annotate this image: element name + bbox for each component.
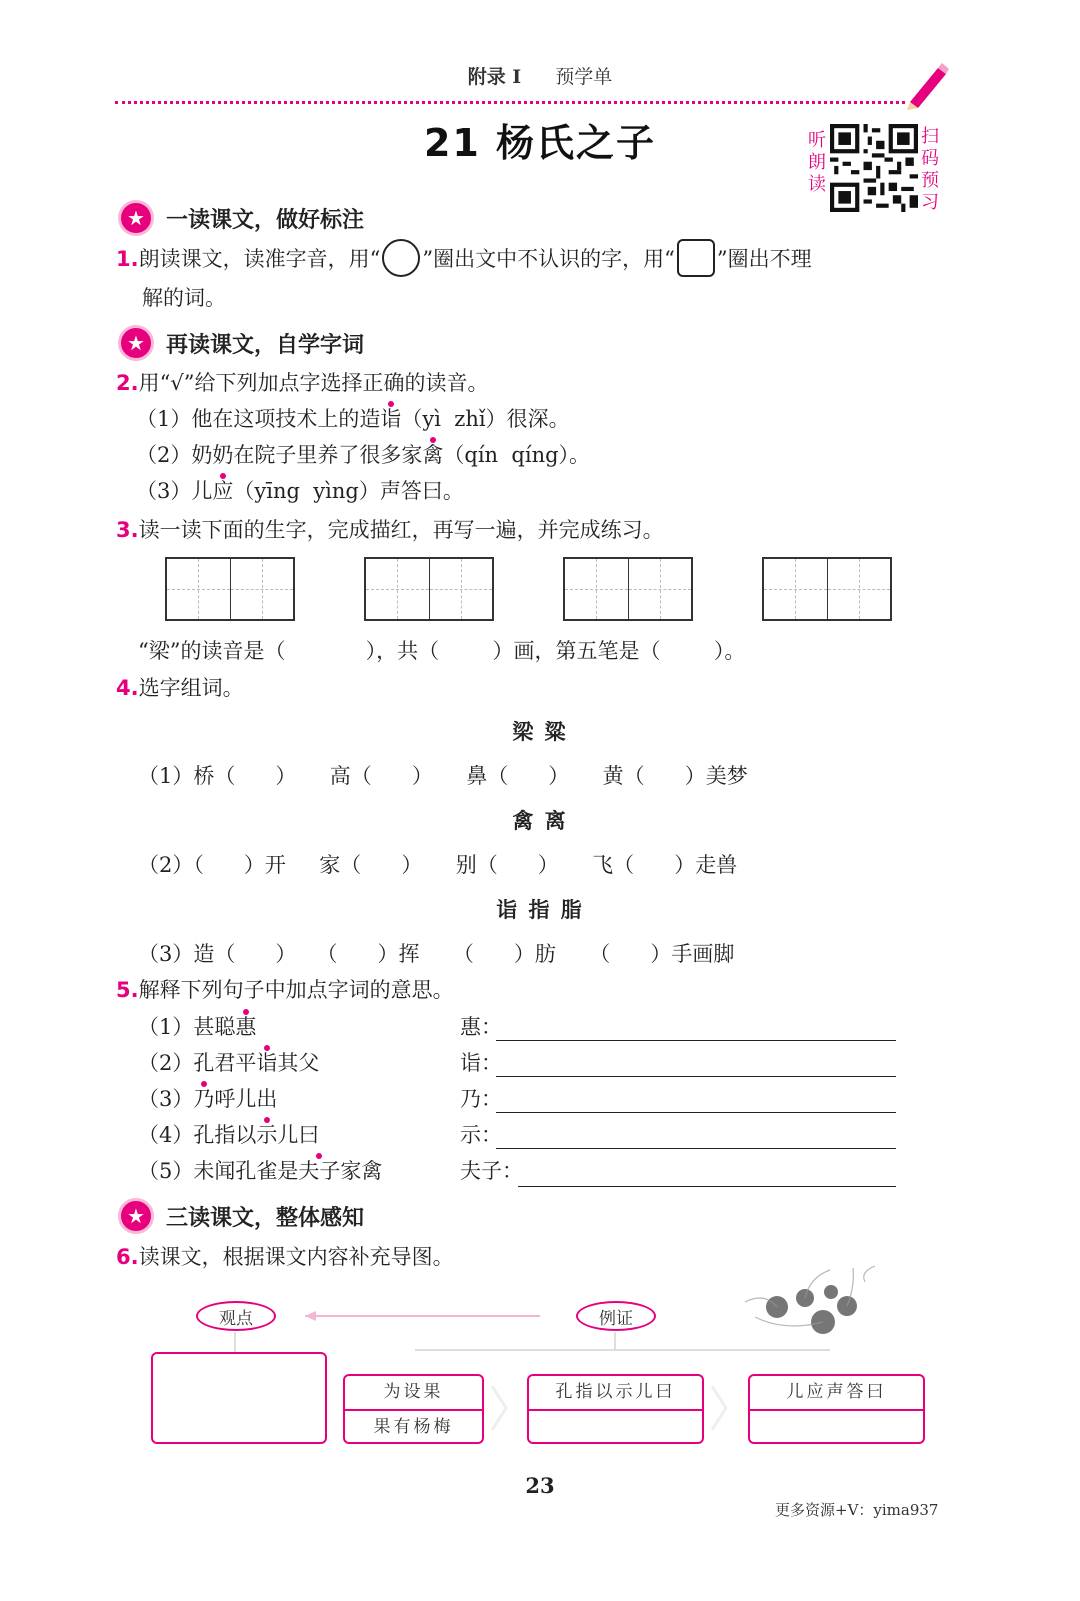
section-heading-1 bbox=[118, 200, 364, 236]
square-mark-icon bbox=[677, 239, 715, 277]
q5-label: 示： bbox=[460, 1123, 502, 1147]
section-title: 三读课文，整体感知 bbox=[166, 1205, 365, 1231]
writing-grid[interactable] bbox=[364, 557, 494, 621]
oval-example: 例证 bbox=[576, 1301, 656, 1331]
choice-chars-2: 禽 离 bbox=[512, 808, 568, 833]
answer-line[interactable] bbox=[496, 1112, 896, 1113]
example-answer-2[interactable] bbox=[529, 1411, 702, 1444]
question-number: 6. bbox=[116, 1245, 139, 1269]
question-number: 4. bbox=[116, 676, 139, 700]
scan-label: 扫码预习 bbox=[921, 126, 939, 213]
q5-item: （2）孔君平诣其父 bbox=[138, 1051, 320, 1075]
q5-label: 惠： bbox=[460, 1015, 502, 1039]
question-4: 4.选字组词。 bbox=[116, 676, 244, 700]
dotted-divider bbox=[115, 101, 905, 104]
q4-row-2: （2）（ ）开 家（ ） 别（ ） 飞（ ）走兽 bbox=[138, 853, 738, 877]
writing-grid[interactable] bbox=[563, 557, 693, 621]
dotted-char: 禽 bbox=[422, 443, 444, 467]
dotted-char: 惠 bbox=[235, 1015, 257, 1039]
dotted-char: 夫子 bbox=[298, 1159, 341, 1183]
star-icon: ★ bbox=[118, 325, 154, 361]
dotted-char: 乃 bbox=[193, 1087, 215, 1111]
section-heading-3 bbox=[118, 1198, 364, 1234]
example-answer-3[interactable] bbox=[750, 1411, 923, 1444]
qr-code-icon[interactable] bbox=[830, 124, 918, 212]
q5-label: 诣： bbox=[460, 1051, 502, 1075]
pencil-icon bbox=[902, 60, 950, 110]
question-number: 5. bbox=[116, 978, 139, 1002]
question-number: 2. bbox=[116, 371, 139, 395]
star-icon: ★ bbox=[118, 200, 154, 236]
header-section: 预学单 bbox=[555, 66, 613, 88]
oval-viewpoint: 观点 bbox=[196, 1301, 276, 1331]
question-3: 3.读一读下面的生字，完成描红，再写一遍，并完成练习。 bbox=[116, 518, 664, 542]
circle-mark-icon bbox=[382, 239, 420, 277]
dotted-char: 诣 bbox=[256, 1051, 278, 1075]
section-title: 一读课文，做好标注 bbox=[166, 207, 365, 233]
example-box-3: 儿应声答曰 bbox=[748, 1374, 925, 1444]
question-number: 1. bbox=[116, 247, 139, 271]
q4-row-3: （3）造（ ） （ ）挥 （ ）肪 （ ）手画脚 bbox=[138, 942, 735, 966]
dotted-char: 应 bbox=[212, 479, 234, 503]
viewpoint-answer-box[interactable] bbox=[151, 1352, 327, 1444]
page-number: 23 bbox=[525, 1473, 555, 1498]
question-6: 6.读课文，根据课文内容补充导图。 bbox=[116, 1245, 454, 1269]
q5-label: 乃： bbox=[460, 1087, 502, 1111]
dotted-char: 示 bbox=[256, 1123, 278, 1147]
choice-chars-3: 诣 指 脂 bbox=[496, 897, 584, 922]
appendix-label: 附录 I bbox=[467, 66, 522, 88]
example-box-2: 孔指以示儿曰 bbox=[527, 1374, 704, 1444]
q5-label: 夫子： bbox=[460, 1159, 523, 1183]
writing-grid[interactable] bbox=[165, 557, 295, 621]
q5-item: （1）甚聪惠 bbox=[138, 1015, 257, 1039]
q5-item: （5）未闻孔雀是夫子家禽 bbox=[138, 1159, 383, 1183]
example-box-1: 为设果 果有杨梅 bbox=[343, 1374, 484, 1444]
answer-line[interactable] bbox=[496, 1040, 896, 1041]
question-1: 1.朗读课文，读准字音，用“ ”圈出文中不认识的字，用“ ”圈出不理 解的词。 bbox=[116, 244, 812, 313]
q3-fill-line: “梁”的读音是（ ），共（ ）画，第五笔是（ ）。 bbox=[138, 639, 746, 663]
star-icon: ★ bbox=[118, 1198, 154, 1234]
choice-chars-1: 梁 粱 bbox=[512, 719, 568, 744]
question-2: 2.用“√”给下列加点字选择正确的读音。 （1）他在这项技术上的造诣（yì zhǐ）很深。 （2）奶奶在院子里养了很多家禽（qín qíng）。 （3）儿应（yīng yìng）声答曰。 bbox=[116, 371, 591, 503]
lesson-title: 21 杨氏之子 bbox=[423, 121, 657, 165]
answer-line[interactable] bbox=[496, 1076, 896, 1077]
listen-label: 听朗读 bbox=[808, 130, 826, 195]
answer-line[interactable] bbox=[518, 1186, 896, 1187]
answer-line[interactable] bbox=[496, 1148, 896, 1149]
writing-grid[interactable] bbox=[762, 557, 892, 621]
question-number: 3. bbox=[116, 518, 139, 542]
section-heading-2 bbox=[118, 325, 364, 361]
section-title: 再读课文，自学字词 bbox=[166, 332, 365, 358]
q5-item: （4）孔指以示儿曰 bbox=[138, 1123, 320, 1147]
q4-row-1: （1）桥（ ） 高（ ） 鼻（ ） 黄（ ）美梦 bbox=[138, 764, 748, 788]
dotted-char: 诣 bbox=[380, 407, 402, 431]
question-5: 5.解释下列句子中加点字词的意思。 bbox=[116, 978, 454, 1002]
footer-note: 更多资源+V：yima937 bbox=[775, 1501, 939, 1519]
q5-item: （3）乃呼儿出 bbox=[138, 1087, 278, 1111]
